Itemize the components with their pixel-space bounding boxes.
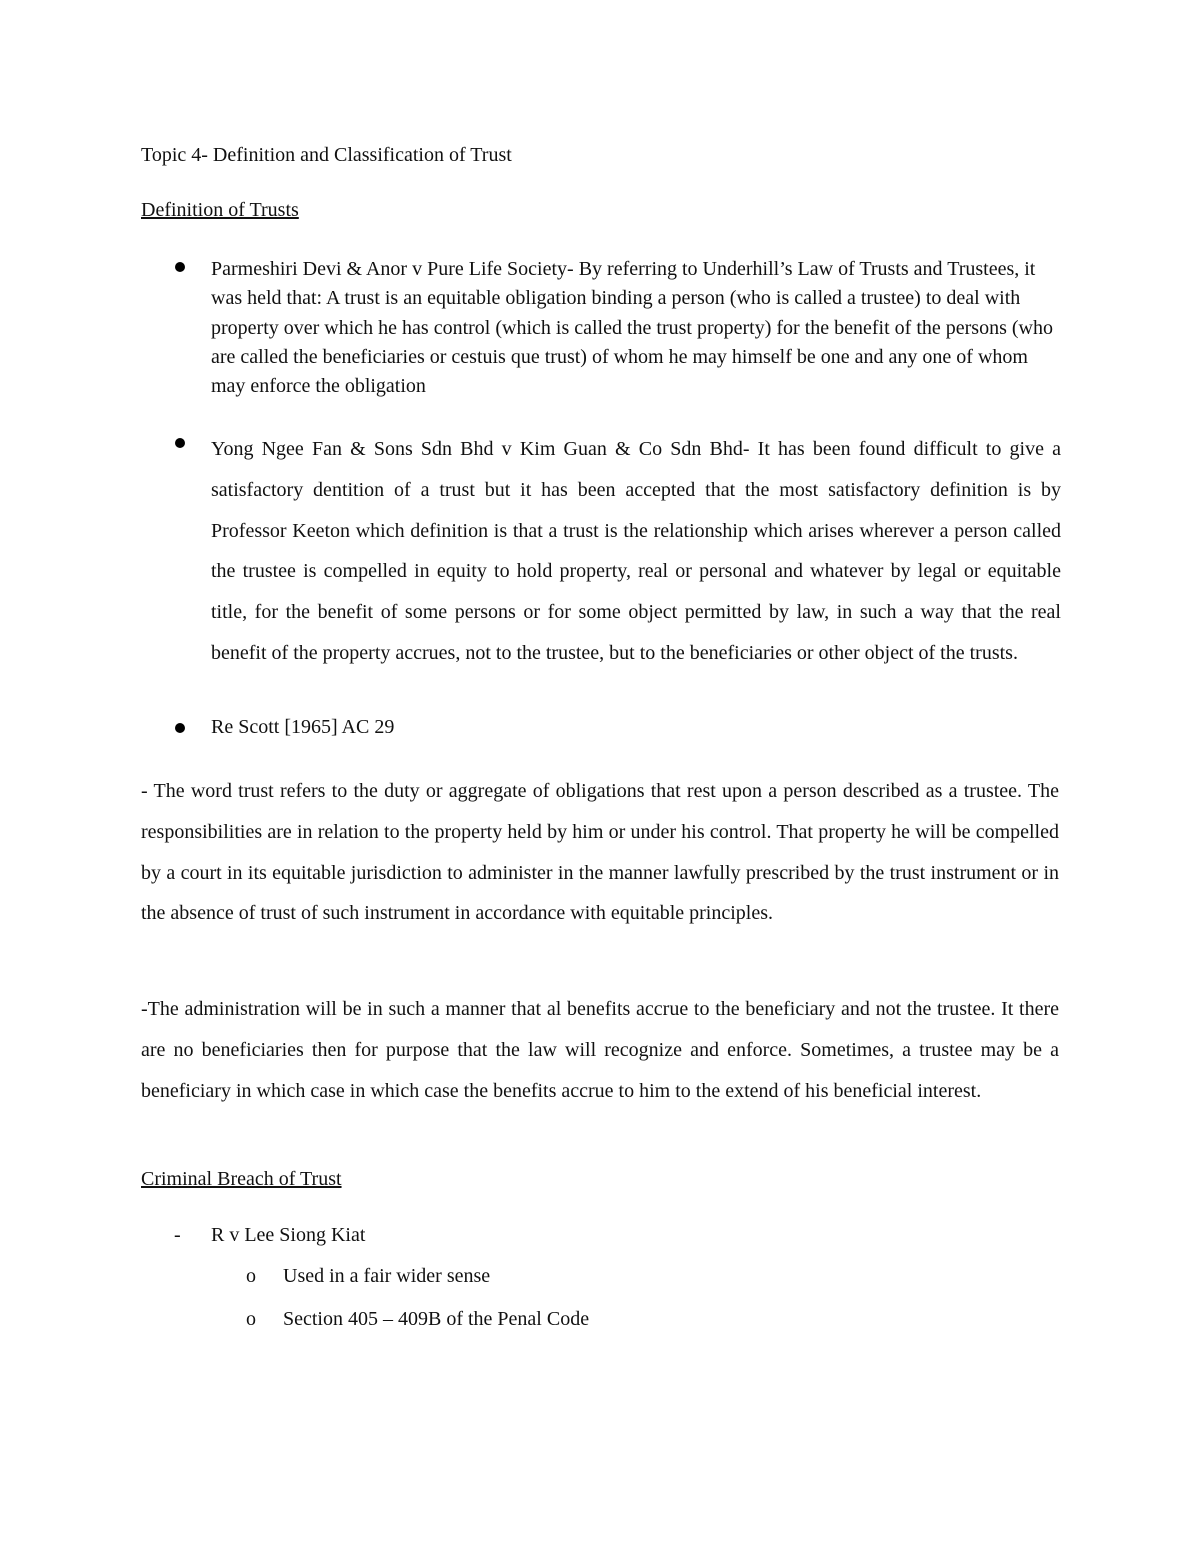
circle-bullet-icon: o — [246, 1308, 256, 1330]
dash-marker: - — [174, 1224, 181, 1246]
list-item: Parmeshiri Devi & Anor v Pure Life Society- By referring to Underhill’s Law of Trusts and Trustees, it was held that: A trust is an equitable obligation binding a person (who is called a trustee) to deal with property over which he has control (which is called the trust property) for the benefit of the persons (who are called the beneficiaries or cestuis que trust) of whom he may himself be one and any one of whom may enforce the obligation — [211, 258, 1053, 398]
list-item: Yong Ngee Fan & Sons Sdn Bhd v Kim Guan & Co Sdn Bhd- It has been found difficult to give a satisfactory dentition of a trust but it has been accepted that the most satisfactory definition is by Professor Keeton which definition is that a trust is the relationship which arises wherever a person called the trustee is compelled in equity to hold property, real or personal and whatever by legal or equitable title, for the benefit of some persons or for some object permitted by law, in such a way that the real benefit of the property accrues, not to the trustee, but to the beneficiaries or other object of the trusts. — [211, 438, 1061, 664]
body-paragraph: -The administration will be in such a manner that al benefits accrue to the beneficiary and not the trustee. It there are no beneficiaries then for purpose that the law will recognize and enforce. Sometimes, a trustee may be a beneficiary in which case in which case the benefits accrue to him to the extend of his beneficial interest. — [141, 998, 1059, 1102]
body-paragraph: - The word trust refers to the duty or aggregate of obligations that rest upon a person described as a trustee. The responsibilities are in relation to the property held by him or under his control. That property he will be compelled by a court in its equitable jurisdiction to administer in the manner lawfully prescribed by the trust instrument or in the absence of trust of such instrument in accordance with equitable principles. — [141, 780, 1059, 925]
circle-bullet-icon: o — [246, 1265, 256, 1287]
sub-list-item: Used in a fair wider sense — [283, 1265, 491, 1287]
sub-list-item: Section 405 – 409B of the Penal Code — [283, 1308, 590, 1330]
bullet-icon — [175, 262, 185, 272]
list-item: Re Scott [1965] AC 29 — [211, 716, 395, 738]
bullet-icon — [175, 723, 185, 733]
bullet-icon — [175, 438, 185, 448]
list-item: R v Lee Siong Kiat — [211, 1224, 366, 1246]
section-heading-definition: Definition of Trusts — [141, 199, 299, 221]
section-heading-criminal-breach: Criminal Breach of Trust — [141, 1168, 342, 1190]
page-title: Topic 4- Definition and Classification of Trust — [141, 144, 512, 166]
